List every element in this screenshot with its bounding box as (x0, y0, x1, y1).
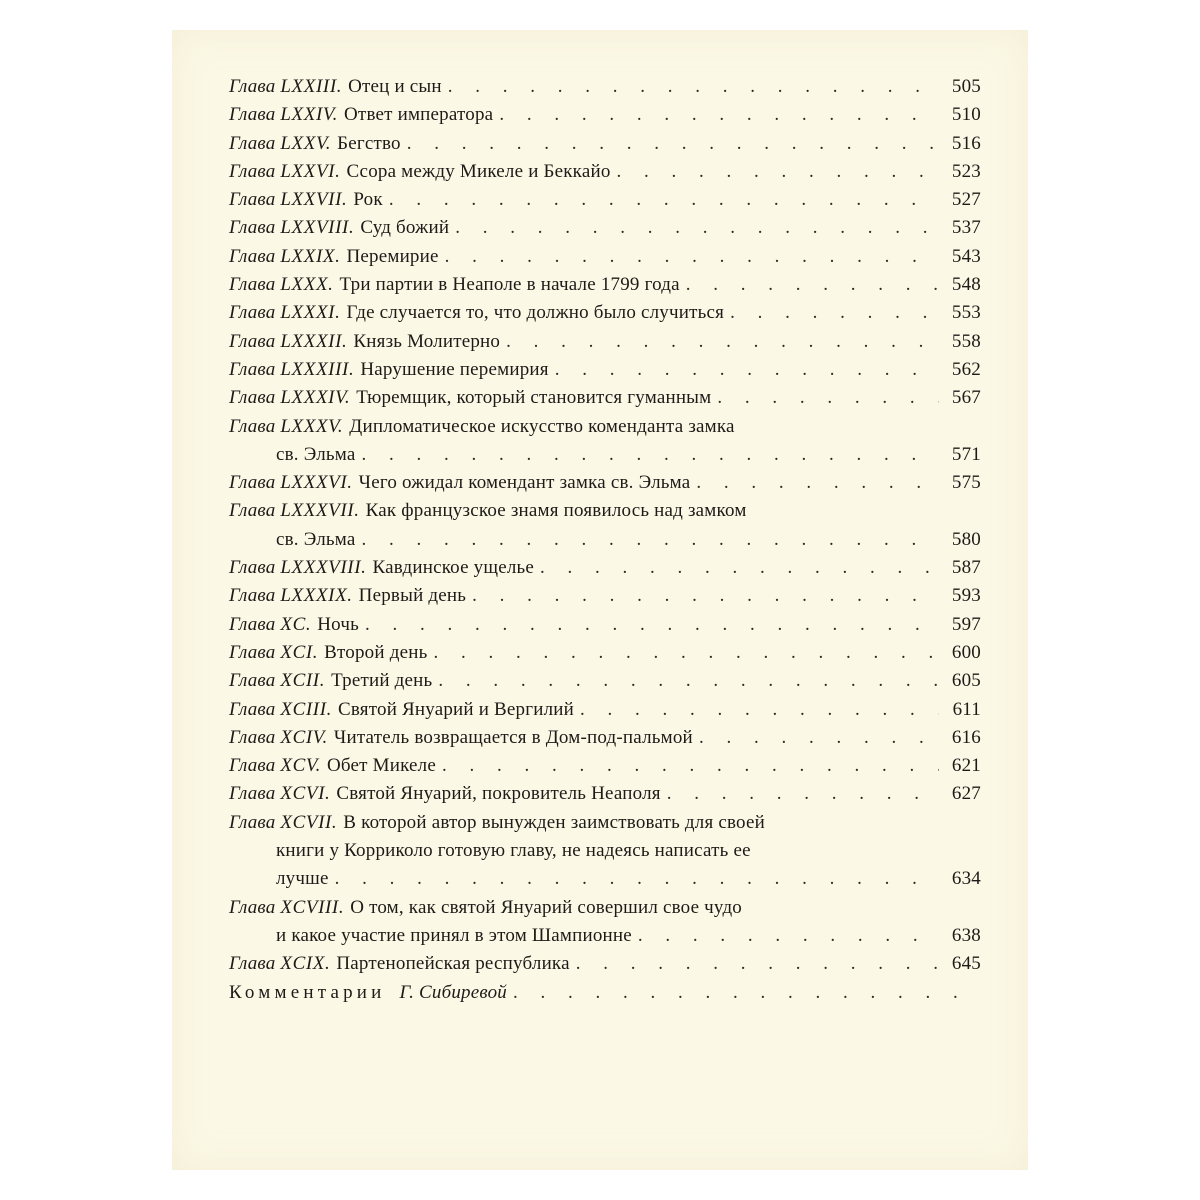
chapter-title: Три партии в Неаполе в начале 1799 года (339, 274, 680, 296)
page-number: 558 (951, 330, 981, 352)
chapter-word: Глава (229, 387, 276, 409)
comments-label: Комментарии (229, 981, 386, 1003)
dot-leader (335, 865, 939, 893)
chapter-title: В которой автор вынужден заимствовать для своей (343, 811, 765, 833)
toc-entry[interactable] (229, 752, 981, 780)
page-number: 548 (951, 274, 981, 296)
chapter-label (229, 582, 353, 610)
dot-leader (555, 356, 939, 384)
toc-entry-continuation (229, 526, 981, 554)
chapter-title-continued: книги у Корриколо готовую главу, не надеясь написать ее (276, 840, 751, 862)
table-of-contents (229, 73, 981, 1007)
chapter-number: LXXXIX. (280, 585, 353, 607)
chapter-title: О том, как святой Януарий совершил свое чудо (350, 896, 743, 918)
chapter-number: XCVII. (280, 811, 338, 833)
chapter-label (229, 214, 354, 242)
chapter-title-continued: и какое участие принял в этом Шампионне (276, 924, 632, 946)
chapter-number: LXXXVII. (280, 500, 360, 522)
toc-entry[interactable] (229, 724, 981, 752)
toc-entry-continuation (229, 837, 981, 865)
chapter-title-continued: св. Эльма (276, 443, 356, 465)
chapter-title: Третий день (331, 670, 433, 692)
toc-entry[interactable] (229, 611, 981, 639)
toc-entry[interactable] (229, 413, 981, 441)
chapter-word: Глава (229, 160, 276, 182)
toc-entry[interactable] (229, 780, 981, 808)
page-number: 593 (951, 585, 981, 607)
chapter-title: Второй день (324, 641, 428, 663)
chapter-word: Глава (229, 953, 276, 975)
dot-leader (580, 696, 939, 724)
page-number: 605 (951, 670, 981, 692)
chapter-word: Глава (229, 613, 276, 635)
page-number: 505 (951, 76, 981, 97)
chapter-title: Обет Микеле (326, 755, 436, 777)
chapter-word: Глава (229, 698, 276, 720)
dot-leader (438, 667, 939, 695)
chapter-word: Глава (229, 189, 276, 211)
chapter-label (229, 752, 321, 780)
chapter-label (229, 667, 325, 695)
chapter-title: Как французское знамя появилось над замком (365, 500, 747, 522)
page-number: 527 (951, 189, 981, 211)
chapter-word: Глава (229, 104, 276, 126)
toc-entry[interactable] (229, 214, 981, 242)
dot-leader (730, 299, 939, 327)
chapter-label (229, 809, 337, 837)
chapter-title: Святой Януарий, покровитель Неаполя (336, 783, 661, 805)
chapter-title-continued: св. Эльма (276, 528, 356, 550)
chapter-label (229, 130, 331, 158)
chapter-number: LXXXIV. (280, 387, 351, 409)
chapter-number: LXXXIII. (280, 358, 355, 380)
chapter-number: XCV. (280, 755, 321, 777)
chapter-title: Кавдинское ущелье (372, 557, 535, 579)
chapter-label (229, 554, 367, 582)
dot-leader (407, 130, 939, 158)
chapter-word: Глава (229, 245, 276, 267)
page-number: 634 (951, 868, 981, 890)
chapter-word: Глава (229, 472, 276, 494)
chapter-label (229, 186, 347, 214)
toc-entry[interactable] (229, 328, 981, 356)
dot-leader (433, 639, 939, 667)
toc-entry[interactable] (229, 101, 981, 129)
toc-entry[interactable] (229, 243, 981, 271)
chapter-word: Глава (229, 274, 276, 296)
dot-leader (361, 441, 939, 469)
dot-leader (361, 526, 939, 554)
page-number: 571 (951, 443, 981, 465)
page-number: 600 (951, 641, 981, 663)
chapter-title: Святой Януарий и Вергилий (338, 698, 575, 720)
toc-entry[interactable] (229, 186, 981, 214)
chapter-title: Перемирие (346, 245, 439, 267)
toc-entry[interactable] (229, 639, 981, 667)
toc-entry[interactable] (229, 809, 981, 837)
chapter-number: LXXX. (280, 274, 334, 296)
chapter-label (229, 243, 340, 271)
chapter-word: Глава (229, 132, 276, 154)
chapter-number: XCI. (280, 641, 319, 663)
chapter-title: Суд божий (360, 217, 450, 239)
dot-leader (667, 780, 939, 808)
page-number: 645 (951, 953, 981, 975)
chapter-word: Глава (229, 641, 276, 663)
chapter-label (229, 724, 328, 752)
dot-leader (448, 73, 939, 101)
page-number: 597 (951, 613, 981, 635)
dot-leader (686, 271, 939, 299)
page-number: 537 (951, 217, 981, 239)
chapter-number: XCIII. (280, 698, 333, 720)
chapter-label (229, 950, 330, 978)
page-number: 611 (952, 698, 981, 720)
chapter-word: Глава (229, 500, 276, 522)
dot-leader (576, 950, 939, 978)
dot-leader (717, 384, 939, 412)
page-number: 510 (951, 104, 981, 126)
chapter-number: LXXXII. (280, 330, 348, 352)
page-number: 575 (951, 472, 981, 494)
chapter-label (229, 299, 340, 327)
chapter-word: Глава (229, 896, 276, 918)
chapter-word: Глава (229, 811, 276, 833)
chapter-label (229, 328, 347, 356)
chapter-word: Глава (229, 783, 276, 805)
chapter-label (229, 696, 332, 724)
chapter-number: LXXXV. (280, 415, 344, 437)
chapter-number: LXXV. (280, 132, 332, 154)
toc-entry[interactable] (229, 384, 981, 412)
toc-entry[interactable] (229, 299, 981, 327)
chapter-label (229, 384, 350, 412)
dot-leader (389, 186, 939, 214)
chapter-number: LXXVIII. (280, 217, 355, 239)
toc-entry[interactable] (229, 950, 981, 978)
chapter-label (229, 497, 360, 525)
dot-leader (696, 469, 939, 497)
chapter-word: Глава (229, 557, 276, 579)
chapter-label (229, 469, 353, 497)
toc-entry[interactable] (229, 73, 981, 101)
dot-leader (540, 554, 939, 582)
page-number: 638 (951, 924, 981, 946)
page-number: 553 (951, 302, 981, 324)
page-number: 516 (951, 132, 981, 154)
dot-leader (472, 582, 939, 610)
chapter-word: Глава (229, 755, 276, 777)
chapter-number: LXXIII. (280, 76, 343, 97)
toc-entry-continuation (229, 441, 981, 469)
page-number: 543 (951, 245, 981, 267)
toc-entry[interactable] (229, 497, 981, 525)
chapter-number: XC. (280, 613, 312, 635)
dot-leader (499, 101, 939, 129)
page-number: 580 (951, 528, 981, 550)
chapter-number: XCVIII. (280, 896, 345, 918)
chapter-title: Отец и сын (348, 76, 442, 97)
toc-entry[interactable] (229, 696, 981, 724)
chapter-title: Чего ожидал комендант замка св. Эльма (358, 472, 691, 494)
chapter-word: Глава (229, 302, 276, 324)
dot-leader (455, 214, 939, 242)
chapter-number: LXXXI. (280, 302, 341, 324)
chapter-title: Тюремщик, который становится гуманным (356, 387, 712, 409)
dot-leader (442, 752, 939, 780)
chapter-title: Бегство (337, 132, 401, 154)
chapter-number: XCII. (280, 670, 326, 692)
chapter-label (229, 894, 344, 922)
chapter-title: Нарушение перемирия (360, 358, 549, 380)
page-number: 567 (951, 387, 981, 409)
page-number: 587 (951, 557, 981, 579)
toc-entry[interactable] (229, 356, 981, 384)
dot-leader (699, 724, 939, 752)
toc-entry[interactable] (229, 271, 981, 299)
chapter-title: Князь Молитерно (353, 330, 501, 352)
toc-entry[interactable] (229, 667, 981, 695)
chapter-title-continued: лучше (276, 868, 329, 890)
chapter-number: XCIX. (280, 953, 331, 975)
dot-leader (617, 158, 939, 186)
dot-leader (506, 328, 939, 356)
toc-entry[interactable] (229, 554, 981, 582)
chapter-word: Глава (229, 585, 276, 607)
toc-entry-continuation (229, 865, 981, 893)
comments-author: Г. Сибиревой (399, 981, 507, 1003)
chapter-title: Рок (353, 189, 383, 211)
page-number: 523 (951, 160, 981, 182)
dot-leader (513, 979, 957, 1007)
page-number: 627 (951, 783, 981, 805)
chapter-label (229, 73, 342, 101)
toc-entry[interactable] (229, 130, 981, 158)
chapter-number: XCVI. (280, 783, 331, 805)
chapter-number: LXXIV. (280, 104, 339, 126)
toc-entry[interactable] (229, 894, 981, 922)
chapter-title: Первый день (358, 585, 467, 607)
chapter-title: Партенопейская республика (336, 953, 570, 975)
chapter-label (229, 413, 343, 441)
chapter-word: Глава (229, 76, 276, 97)
page-number: 616 (951, 726, 981, 748)
chapter-label (229, 611, 311, 639)
page-number: 562 (951, 358, 981, 380)
page-number: 621 (951, 755, 981, 777)
chapter-word: Глава (229, 217, 276, 239)
chapter-title: Ночь (317, 613, 359, 635)
chapter-label (229, 356, 354, 384)
chapter-number: LXXIX. (280, 245, 341, 267)
dot-leader (365, 611, 939, 639)
chapter-number: LXXXVIII. (280, 557, 367, 579)
toc-entry[interactable] (229, 158, 981, 186)
toc-entry-comments[interactable] (229, 979, 981, 1007)
chapter-title: Читатель возвращается в Дом-под-пальмой (333, 726, 693, 748)
chapter-label (229, 101, 338, 129)
chapter-word: Глава (229, 670, 276, 692)
dot-leader (445, 243, 939, 271)
chapter-number: XCIV. (280, 726, 328, 748)
toc-entry-continuation (229, 922, 981, 950)
chapter-label (229, 158, 340, 186)
chapter-title: Дипломатическое искусство коменданта замка (349, 415, 735, 437)
chapter-number: LXXVII. (280, 189, 348, 211)
book-page (172, 30, 1028, 1170)
chapter-label (229, 271, 334, 299)
chapter-word: Глава (229, 415, 276, 437)
chapter-title: Ответ императора (344, 104, 494, 126)
toc-entry[interactable] (229, 582, 981, 610)
chapter-word: Глава (229, 726, 276, 748)
chapter-label (229, 780, 330, 808)
chapter-number: LXXXVI. (280, 472, 353, 494)
dot-leader (638, 922, 939, 950)
toc-entry[interactable] (229, 469, 981, 497)
chapter-word: Глава (229, 358, 276, 380)
chapter-title: Где случается то, что должно было случиться (346, 302, 725, 324)
chapter-label (229, 639, 318, 667)
chapter-title: Ссора между Микеле и Беккайо (346, 160, 611, 182)
chapter-number: LXXVI. (280, 160, 341, 182)
chapter-word: Глава (229, 330, 276, 352)
